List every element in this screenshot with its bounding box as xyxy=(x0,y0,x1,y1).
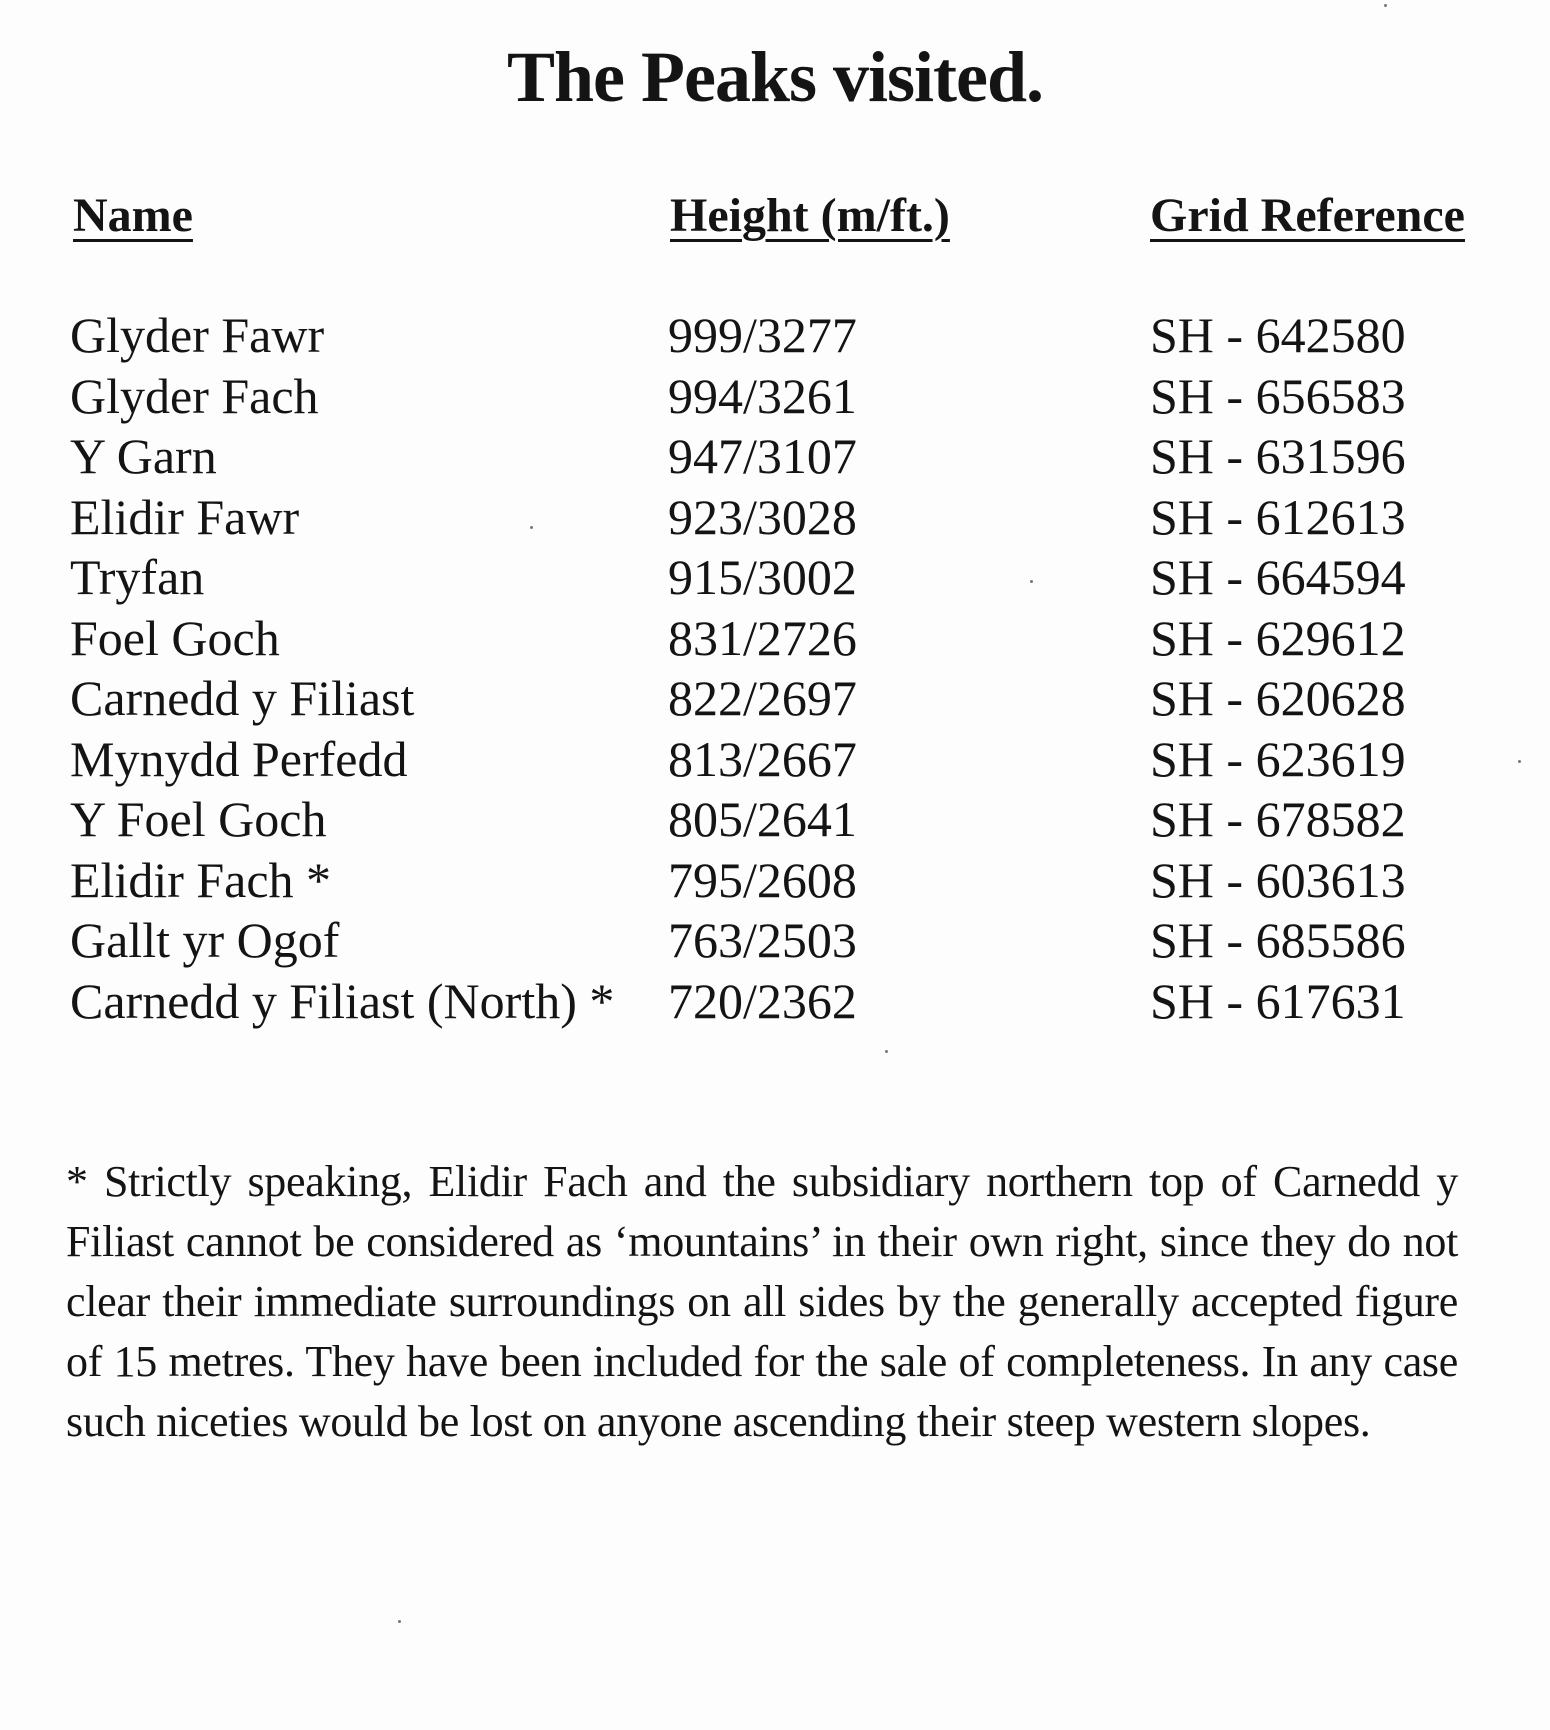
table-row xyxy=(0,608,1550,669)
column-header-grid-reference: Grid Reference xyxy=(1150,189,1465,242)
peak-name: Carnedd y Filiast (North) * xyxy=(70,972,615,1029)
peak-name: Foel Goch xyxy=(70,609,280,666)
scan-speck xyxy=(1384,4,1387,7)
peak-name: Gallt yr Ogof xyxy=(70,912,340,968)
footnote: * Strictly speaking, Elidir Fach and the subsidiary northern top of Carnedd y Filiast cannot be considered as ‘mountains’ in their own right, since they do not clear their immediate surroundings on all sides by the generally accepted figure of 15 metres. They have been included for the sale of completeness. In any case such niceties would be lost on anyone ascending their steep western slopes. xyxy=(66,1157,1458,1446)
peak-grid-reference: SH - 617631 xyxy=(1150,972,1406,1029)
peak-name: Tryfan xyxy=(70,549,205,605)
peak-name: Y Foel Goch xyxy=(70,791,327,847)
peak-name: Glyder Fawr xyxy=(70,307,325,363)
table-row xyxy=(0,971,1550,1032)
peak-height: 822/2697 xyxy=(668,670,857,726)
peak-grid-reference: SH - 631596 xyxy=(1150,428,1406,484)
peak-grid-reference: SH - 603613 xyxy=(1150,851,1406,908)
table-row xyxy=(0,668,1550,729)
peak-height: 720/2362 xyxy=(668,972,857,1029)
peak-grid-reference: SH - 612613 xyxy=(1150,488,1406,545)
table-row xyxy=(0,789,1550,850)
table-row xyxy=(0,426,1550,487)
peak-grid-reference: SH - 642580 xyxy=(1150,307,1406,363)
peak-height: 915/3002 xyxy=(668,549,857,605)
peak-height: 994/3261 xyxy=(668,367,857,424)
column-header-height: Height (m/ft.) xyxy=(670,189,950,242)
peaks-table xyxy=(0,305,1550,1031)
peak-name: Y Garn xyxy=(70,428,217,484)
peak-name: Mynydd Perfedd xyxy=(70,730,408,787)
column-header-name: Name xyxy=(73,189,193,242)
table-row xyxy=(0,850,1550,911)
peak-grid-reference: SH - 678582 xyxy=(1150,791,1406,847)
peak-height: 999/3277 xyxy=(668,307,857,363)
peak-height: 795/2608 xyxy=(668,851,857,908)
table-row xyxy=(0,305,1550,366)
peak-height: 947/3107 xyxy=(668,428,857,484)
peak-height: 763/2503 xyxy=(668,912,857,968)
peak-grid-reference: SH - 623619 xyxy=(1150,730,1406,787)
peak-grid-reference: SH - 620628 xyxy=(1150,670,1406,726)
peak-name: Carnedd y Filiast xyxy=(70,670,415,726)
table-row xyxy=(0,729,1550,790)
peak-grid-reference: SH - 629612 xyxy=(1150,609,1406,666)
peak-height: 923/3028 xyxy=(668,488,857,545)
peak-height: 805/2641 xyxy=(668,791,857,847)
peak-name: Elidir Fach * xyxy=(70,851,332,908)
scan-speck xyxy=(1030,580,1033,583)
peak-name: Elidir Fawr xyxy=(70,488,300,545)
scan-speck xyxy=(885,1050,888,1053)
peak-height: 813/2667 xyxy=(668,730,857,787)
scan-speck xyxy=(530,526,533,529)
peak-name: Glyder Fach xyxy=(70,367,319,424)
peak-height: 831/2726 xyxy=(668,609,857,666)
scan-speck xyxy=(1518,760,1521,763)
scan-speck xyxy=(398,1620,401,1623)
table-row xyxy=(0,547,1550,608)
peak-grid-reference: SH - 664594 xyxy=(1150,549,1406,605)
table-row xyxy=(0,487,1550,548)
peak-grid-reference: SH - 685586 xyxy=(1150,912,1406,968)
table-row xyxy=(0,366,1550,427)
table-row xyxy=(0,910,1550,971)
page-title: The Peaks visited. xyxy=(506,37,1044,117)
peak-grid-reference: SH - 656583 xyxy=(1150,367,1406,424)
